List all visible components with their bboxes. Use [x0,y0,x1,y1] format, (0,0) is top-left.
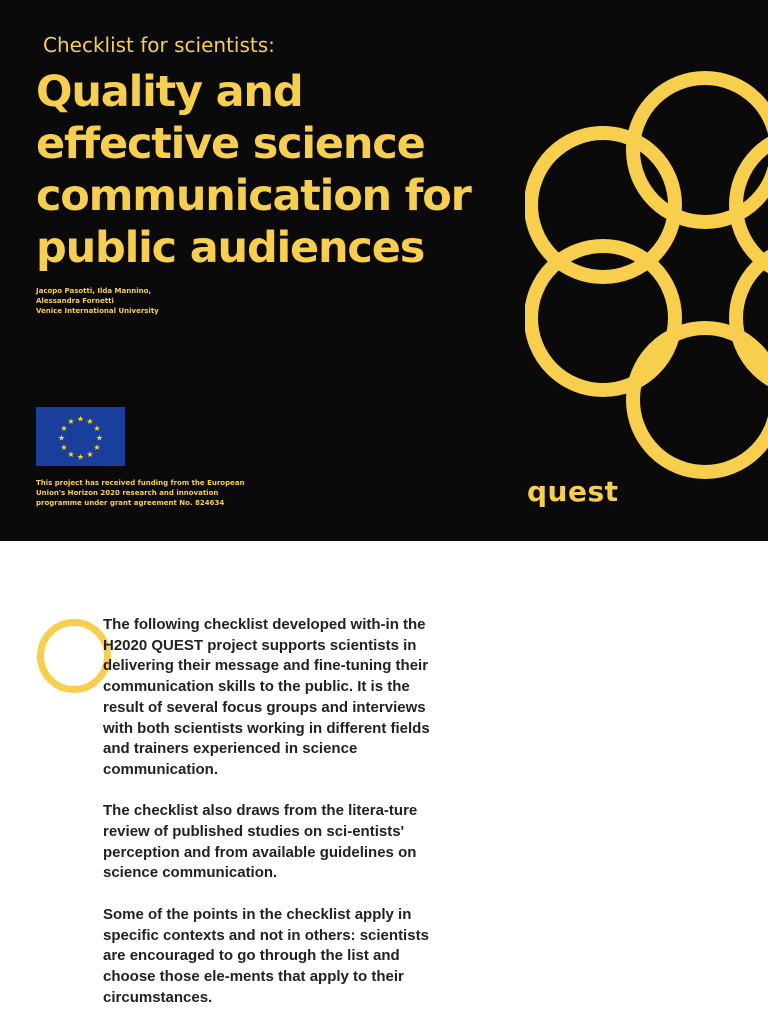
author-line: Jacopo Pasotti, Ilda Mannino, [36,287,152,295]
intro-paragraph: The following checklist developed with-in the H2020 QUEST project supports scientists in delivering their message and fine-tuning their communication skills to the public. It is the result of several focus groups and interviews with both scientists working in different fields and trainers experienced in science communication. [103,616,430,778]
svg-text:★: ★ [86,450,94,459]
rosette-petal [736,246,768,390]
svg-text:★: ★ [67,417,75,426]
svg-text:★: ★ [76,414,85,424]
eu-flag-icon [36,407,125,466]
svg-text:★: ★ [93,424,101,433]
author-line: Alessandra Fornetti [36,297,114,305]
cover-subtitle: Checklist for scientists: [43,33,275,57]
svg-text:★: ★ [60,424,68,433]
intro-paragraph: Some of the points in the checklist apply in specific contexts and not in others: scientists are encouraged to go through the list and choose those ele-ments that apply to their circumstances. [103,905,429,1006]
svg-text:★: ★ [86,417,94,426]
ring-decoration-icon [37,619,111,693]
funding-notice: This project has received funding from the European Union's Horizon 2020 research and innovation programme under grant agreement No. 824634 [36,479,245,507]
svg-text:★: ★ [67,450,75,459]
svg-text:★: ★ [95,433,104,443]
brand-wordmark: quest [527,475,619,508]
svg-text:★: ★ [76,452,85,462]
svg-text:★: ★ [93,443,101,452]
author-affiliation: Venice International University [36,307,159,315]
eu-stars [36,407,125,466]
svg-text:★: ★ [60,443,68,452]
rosette-logo-icon [525,70,768,480]
authors-block [36,286,159,316]
svg-text:★: ★ [57,433,66,443]
intro-text [103,615,433,1029]
intro-paragraph: The checklist also draws from the litera-ture review of published studies on sci-entists' perception and from available guidelines on science communication. [103,802,418,882]
rosette-petal [531,246,675,390]
cover-title: Quality and effective science communication for public audiences [36,67,471,273]
